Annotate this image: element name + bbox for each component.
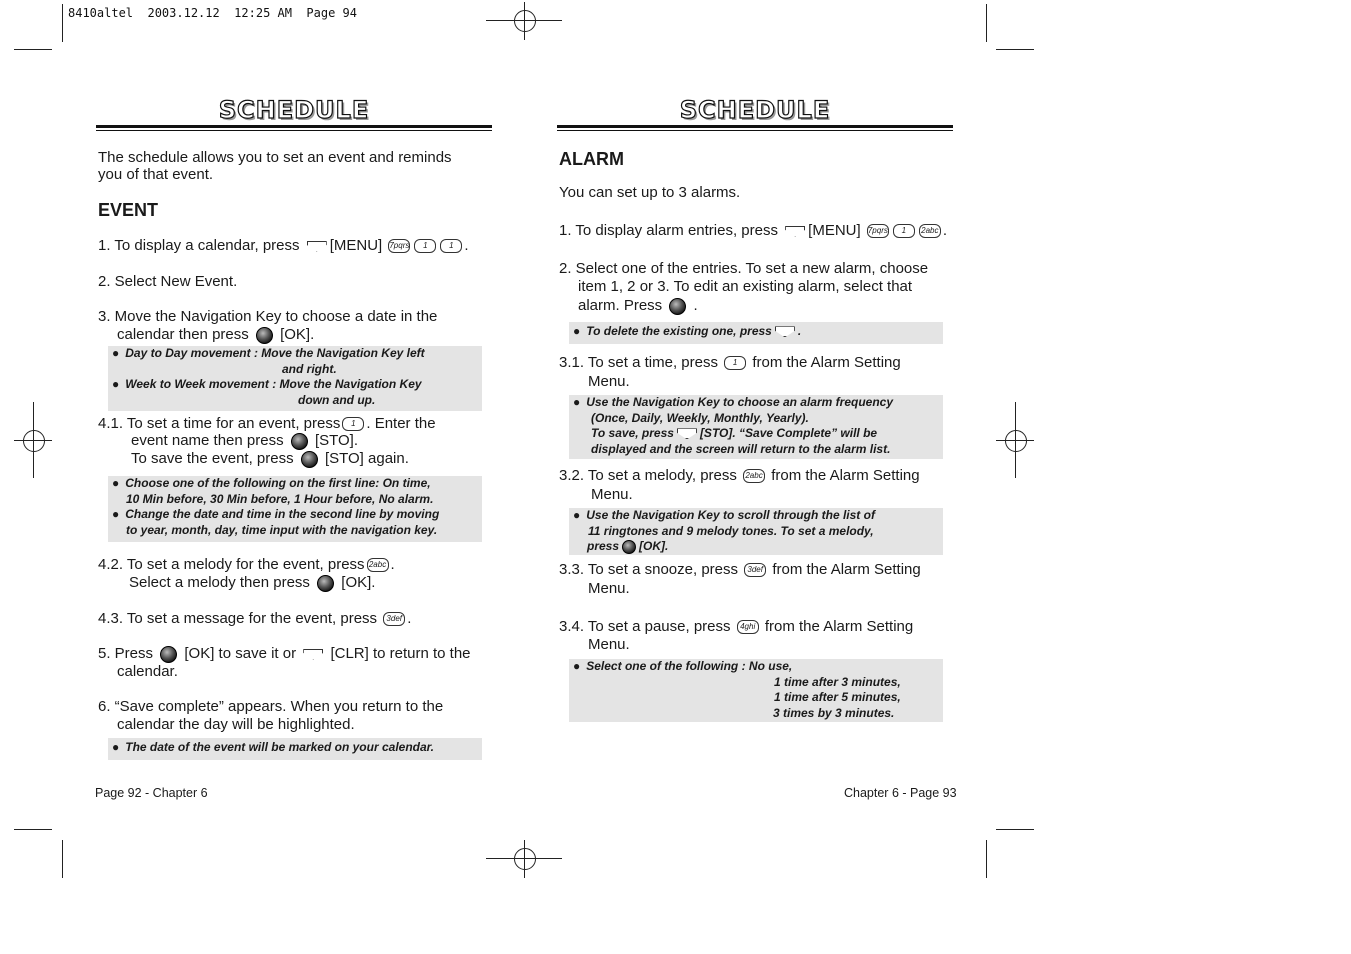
event-step-4-1-line-1 (98, 415, 436, 433)
event-step-6-line-1: 6. “Save complete” appears. When you return to the (98, 698, 444, 715)
note-text: and right. (282, 361, 337, 376)
alarm-step-3-1-line-1 (559, 354, 901, 372)
alarm-step-3-1-line-2: Menu. (588, 373, 630, 390)
step-text: . (407, 610, 412, 627)
alarm-step-1 (559, 222, 947, 240)
note-text: 1 time after 3 minutes, (774, 674, 901, 689)
note-melody (569, 508, 943, 555)
bullet-icon: ● (112, 740, 120, 754)
menu-softkey-icon (307, 241, 327, 252)
bullet-icon: ● (112, 377, 120, 391)
registration-circle (1005, 430, 1027, 452)
note-event-options (108, 476, 482, 542)
step-text: 5. Press (98, 645, 154, 662)
ok-key-icon (622, 540, 636, 554)
note-text: Select one of the following : No use, (586, 659, 793, 673)
key-1-icon: 1 (724, 356, 746, 370)
step-text: from the Alarm Setting (752, 354, 901, 371)
step-text: event name then press (131, 432, 284, 449)
note-text: down and up. (298, 392, 376, 407)
event-step-4-1-line-2 (131, 432, 358, 450)
event-step-6-line-2: calendar the day will be highlighted. (117, 716, 355, 733)
registration-circle (514, 10, 536, 32)
step-text: . (390, 556, 395, 573)
ok-key-icon (317, 575, 334, 592)
step-text: 3.2. To set a melody, press (559, 467, 737, 484)
step-text: . (464, 237, 469, 254)
crop-mark (986, 840, 987, 878)
note-text: displayed and the screen will return to the alarm list. (591, 441, 891, 456)
bullet-icon: ● (112, 476, 120, 490)
step-text: Select a melody then press (129, 574, 310, 591)
step-text: 4.2. To set a melody for the event, press (98, 556, 365, 573)
event-step-4-1-line-3 (131, 450, 409, 468)
sto-softkey-icon (677, 428, 697, 439)
key-2-icon: 2abc (919, 224, 941, 238)
alarm-step-3-3-line-1 (559, 561, 921, 579)
bullet-icon: ● (573, 508, 581, 522)
note-text: to year, month, day, time input with the navigation key. (126, 522, 438, 537)
note-text: Use the Navigation Key to scroll through the list of (586, 508, 875, 522)
note-text: 3 times by 3 minutes. (773, 705, 895, 720)
ok-key-icon (301, 451, 318, 468)
alarm-step-3-2-line-1 (559, 467, 920, 485)
key-1-icon: 1 (893, 224, 915, 238)
left-page-title: SCHEDULE (218, 96, 370, 124)
step-text: . (942, 222, 948, 239)
note-text: [OK]. (639, 539, 669, 553)
note-text: Day to Day movement : Move the Navigation Key left (125, 346, 425, 360)
note-alarm-frequency (569, 395, 943, 459)
alarm-step-2-line-3 (578, 297, 698, 315)
clr-softkey-icon (303, 649, 323, 660)
note-text: 1 time after 5 minutes, (774, 690, 901, 704)
event-step-4-2-line-2 (129, 574, 375, 592)
step-text: [CLR] to return to the (330, 645, 471, 662)
step-text: [STO]. (314, 432, 359, 449)
alarm-step-3-4-line-2: Menu. (588, 636, 630, 653)
crop-mark (996, 829, 1034, 830)
note-text: (Once, Daily, Weekly, Monthly, Yearly). (591, 410, 809, 425)
printer-slug: 8410altel 2003.12.12 12:25 AM Page 94 (68, 6, 357, 20)
note-text: . (797, 324, 802, 338)
alarm-step-3-3-line-2: Menu. (588, 580, 630, 597)
step-text: 3.4. To set a pause, press (559, 618, 731, 635)
alarm-step-3-2-line-2: Menu. (591, 486, 633, 503)
key-3-icon: 3def (383, 612, 405, 626)
event-step-1 (98, 237, 469, 255)
note-text: Choose one of the following on the first line: On time, (125, 476, 431, 490)
note-calendar-mark (108, 738, 482, 760)
note-text: To save, press (591, 426, 674, 440)
alarm-step-2-line-2: item 1, 2 or 3. To edit an existing alarm, select that (578, 278, 913, 295)
note-text: Week to Week movement : Move the Navigation Key (125, 377, 422, 391)
step-text: from the Alarm Setting (771, 467, 920, 484)
key-7-icon: 7pqrs (867, 224, 889, 238)
step-text: from the Alarm Setting (772, 561, 921, 578)
note-text: press (587, 539, 620, 553)
bullet-icon: ● (573, 659, 581, 673)
step-text: 4.3. To set a message for the event, press (98, 610, 378, 627)
key-2-icon: 2abc (743, 469, 765, 483)
note-text: To delete the existing one, press (586, 324, 772, 338)
note-delete (569, 322, 943, 344)
crop-mark (996, 49, 1034, 50)
step-text: alarm. Press (578, 297, 663, 314)
note-text: 10 Min before, 30 Min before, 1 Hour before, No alarm. (126, 491, 434, 506)
crop-mark (14, 829, 52, 830)
note-pause-options (569, 659, 943, 722)
step-text: 3.1. To set a time, press (559, 354, 718, 371)
event-step-4-2-line-1 (98, 556, 395, 574)
ok-key-icon (256, 327, 273, 344)
key-2-icon: 2abc (367, 558, 389, 572)
event-step-5-line-2: calendar. (117, 663, 178, 680)
step-text: [MENU] (808, 222, 861, 239)
step-text: 4.1. To set a time for an event, press (98, 415, 341, 432)
step-text: [MENU] (329, 237, 383, 254)
event-step-3-line-2 (117, 326, 314, 344)
crop-mark (14, 49, 52, 50)
step-text: 1. To display alarm entries, press (559, 222, 778, 239)
key-1-icon: 1 (342, 417, 364, 431)
note-text: [STO]. “Save Complete” will be (699, 426, 878, 440)
step-text: from the Alarm Setting (764, 618, 914, 635)
registration-circle (23, 430, 45, 452)
left-title-rule (96, 125, 492, 131)
bullet-icon: ● (573, 395, 581, 409)
note-text: The date of the event will be marked on your calendar. (125, 740, 434, 754)
crop-mark (986, 4, 987, 42)
bullet-icon: ● (112, 507, 120, 521)
step-text: [OK]. (280, 326, 315, 343)
alarm-heading: ALARM (559, 149, 624, 169)
step-text: calendar then press (117, 326, 249, 343)
note-text: Change the date and time in the second line by moving (125, 507, 440, 521)
ok-key-icon (291, 433, 308, 450)
bullet-icon: ● (112, 346, 120, 360)
step-text: [OK]. (341, 574, 376, 591)
event-step-4-3 (98, 610, 411, 628)
crop-mark (62, 4, 63, 42)
step-text: [STO] again. (324, 450, 409, 467)
intro-line-1: The schedule allows you to set an event and reminds (98, 149, 452, 166)
step-text: 3.3. To set a snooze, press (559, 561, 738, 578)
step-text: 1. To display a calendar, press (98, 237, 300, 254)
clr-softkey-icon (775, 326, 795, 337)
left-page-footer: Page 92 - Chapter 6 (95, 786, 208, 800)
step-text: . Enter the (366, 415, 436, 432)
step-text: To save the event, press (131, 450, 294, 467)
intro-line-2: you of that event. (98, 166, 214, 183)
step-text: [OK] to save it or (184, 645, 297, 662)
key-1-icon: 1 (440, 239, 462, 253)
right-page-title: SCHEDULE (679, 96, 831, 124)
alarm-intro: You can set up to 3 alarms. (559, 184, 741, 201)
alarm-step-3-4-line-1 (559, 618, 913, 636)
event-step-2: 2. Select New Event. (98, 273, 238, 290)
bullet-icon: ● (573, 324, 581, 338)
event-heading: EVENT (98, 200, 159, 220)
alarm-step-2-line-1: 2. Select one of the entries. To set a new alarm, choose (559, 260, 929, 277)
right-title-rule (557, 125, 953, 131)
note-navigation (108, 346, 482, 411)
note-text: Use the Navigation Key to choose an alarm frequency (586, 395, 894, 409)
menu-softkey-icon (785, 226, 805, 237)
event-step-3-line-1: 3. Move the Navigation Key to choose a date in the (98, 308, 438, 325)
event-step-5-line-1 (98, 645, 471, 663)
step-text: . (693, 297, 698, 314)
ok-key-icon (669, 298, 686, 315)
registration-circle (514, 848, 536, 870)
key-7-icon: 7pqrs (388, 239, 410, 253)
key-1-icon: 1 (414, 239, 436, 253)
key-4-icon: 4ghi (737, 620, 759, 634)
note-text: 11 ringtones and 9 melody tones. To set a melody, (588, 523, 874, 538)
ok-key-icon (160, 646, 177, 663)
right-page-footer: Chapter 6 - Page 93 (844, 786, 957, 800)
crop-mark (62, 840, 63, 878)
key-3-icon: 3def (744, 563, 766, 577)
